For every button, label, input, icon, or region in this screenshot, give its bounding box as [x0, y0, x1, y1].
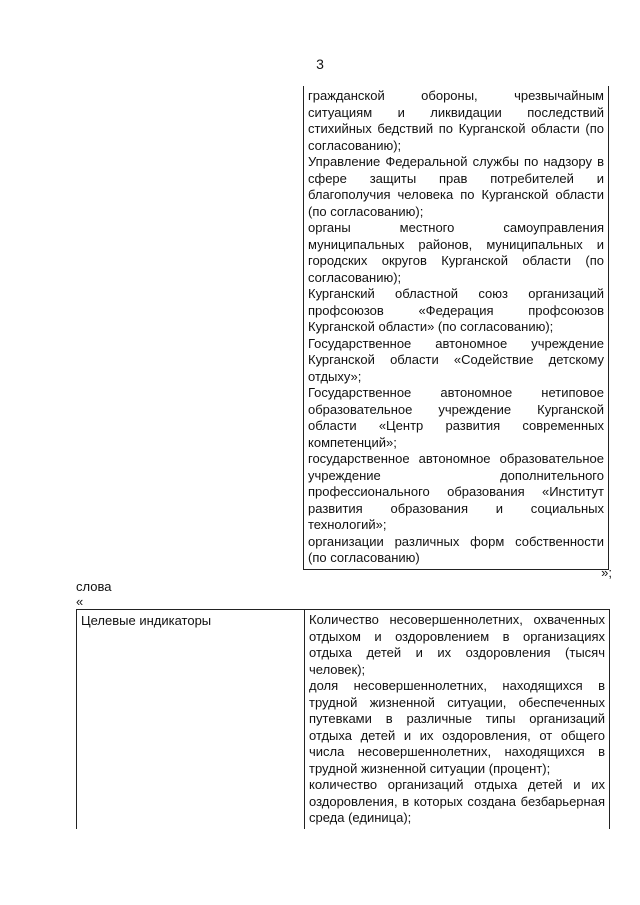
table-row: [76, 86, 609, 569]
table-right-cell: [304, 86, 609, 569]
responsible-executors-table: [76, 86, 609, 570]
opening-quote-mark: «: [76, 594, 84, 609]
target-indicators-table: [76, 609, 610, 829]
indicator-paragraph: доля несовершеннолетних, находящихся в трудной жизненной ситуации, обеспеченных путевками в различные типы организаций отдыха детей и их оздоровления, от общего числа несовершеннолетних, находящихся в трудной жизненной ситуации (процент);: [309, 678, 605, 776]
target-indicators-label: Целевые индикаторы: [77, 610, 305, 829]
words-label: слова: [76, 579, 112, 594]
executor-paragraph: органы местного самоуправления муниципальных районов, муниципальных и городских округов Курганской области (по согласованию);: [308, 220, 604, 285]
table-row: [77, 610, 610, 829]
executor-paragraph: Государственное автономное учреждение Курганской области «Содействие детскому отдыху»;: [308, 335, 604, 384]
executor-paragraph: Управление Федеральной службы по надзору в сфере защиты прав потребителей и благополучия человека по Курганской области (по согласованию);: [308, 154, 604, 219]
executor-paragraph: гражданской обороны, чрезвычайным ситуациям и ликвидации последствий стихийных бедствий по Курганской области (по согласованию);: [308, 88, 604, 153]
table-right-cell: [305, 610, 610, 829]
executor-paragraph: государственное автономное образовательное учреждение дополнительного профессионального образования «Институт развития образования и социальных технологий»;: [308, 451, 604, 532]
closing-quote-mark: »;: [601, 565, 612, 580]
executor-paragraph: Государственное автономное нетиповое образовательное учреждение Курганской области «Центр развития современных компетенций»;: [308, 385, 604, 450]
indicator-paragraph: количество организаций отдыха детей и их оздоровления, в которых создана безбарьерная среда (единица);: [309, 777, 605, 825]
executor-paragraph: организации различных форм собственности (по согласованию): [308, 533, 604, 565]
table-left-cell: [76, 86, 304, 569]
executor-paragraph: Курганский областной союз организаций профсоюзов «Федерация профсоюзов Курганской области» (по согласованию);: [308, 286, 604, 334]
indicator-paragraph: Количество несовершеннолетних, охваченных отдыхом и оздоровлением в организациях отдыха детей и их оздоровления (тысяч человек);: [309, 612, 605, 677]
page-number: 3: [316, 56, 324, 72]
